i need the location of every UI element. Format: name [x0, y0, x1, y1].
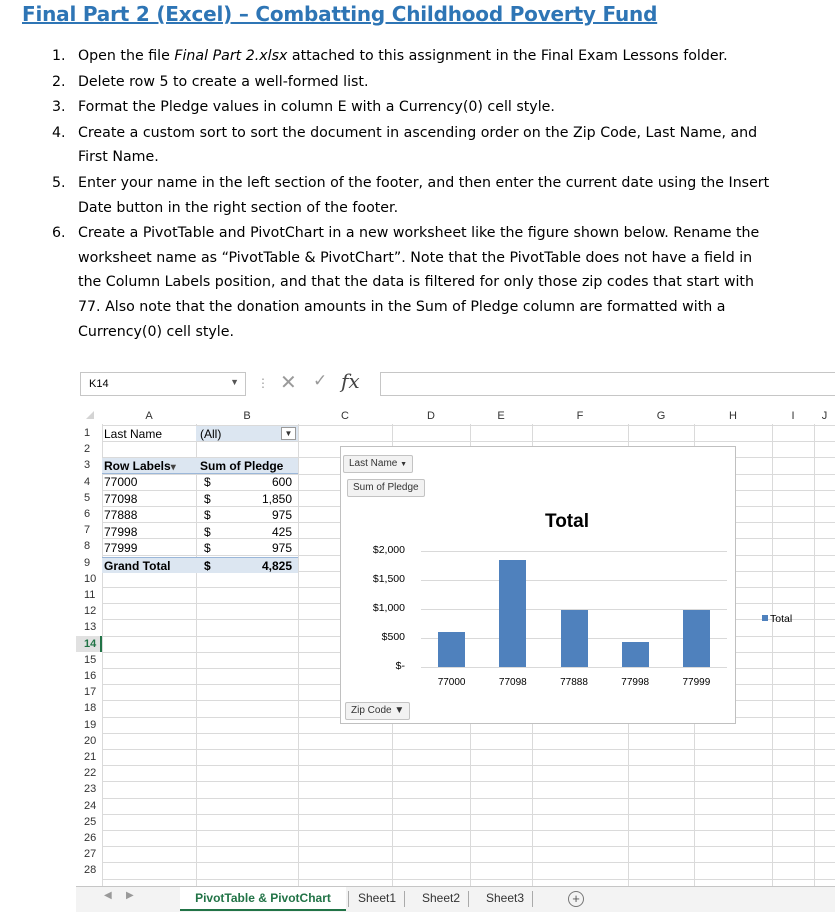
- grid-column-line: [814, 424, 815, 886]
- chart-title: Total: [545, 511, 589, 532]
- sheet-tab[interactable]: Sheet3: [485, 891, 525, 905]
- x-axis-tick-label: 77098: [498, 677, 527, 688]
- grid-row-line: [102, 879, 835, 880]
- grid-column-line: [102, 424, 103, 886]
- pivot-row-currency: $: [204, 524, 211, 539]
- pivot-row-label: 77000: [104, 475, 138, 489]
- step-number: 6.: [52, 225, 66, 242]
- row-header[interactable]: 17: [84, 686, 97, 699]
- sheet-tab[interactable]: PivotTable & PivotChart: [180, 887, 346, 911]
- instruction-step: [0, 121, 835, 170]
- pivot-row-value: 975: [271, 541, 292, 556]
- step-number: 4.: [52, 124, 66, 141]
- row-labels-text: Row Labels: [104, 459, 171, 473]
- legend-label: Total: [770, 613, 793, 625]
- row-header[interactable]: 10: [84, 572, 97, 585]
- chart-bar[interactable]: [561, 610, 588, 667]
- column-header[interactable]: E: [497, 410, 505, 422]
- grand-total-value: 4,825: [261, 559, 292, 573]
- formula-bar-grip-icon: ⋮: [257, 376, 269, 390]
- pivot-row-value: 975: [271, 508, 292, 523]
- row-header[interactable]: 11: [84, 589, 96, 601]
- y-axis-tick-label: $1,000: [372, 602, 405, 614]
- row-filter-icon[interactable]: ▾: [170, 462, 176, 473]
- x-axis-tick-label: 77999: [682, 677, 711, 688]
- column-header[interactable]: I: [791, 410, 795, 422]
- instruction-step: [0, 221, 835, 344]
- grand-total-currency: $: [204, 559, 211, 573]
- y-axis-tick-label: $1,500: [372, 573, 405, 585]
- grid-row-line: [102, 749, 835, 750]
- row-header[interactable]: 13: [84, 621, 97, 634]
- pivot-row-currency: $: [204, 475, 211, 489]
- row-labels-header[interactable]: [104, 458, 176, 474]
- y-axis-tick-label: $-: [395, 660, 405, 672]
- sheet-tab-bar: [76, 886, 835, 912]
- grid-column-line: [196, 424, 197, 886]
- grid-row-line: [102, 781, 835, 782]
- row-header[interactable]: 15: [84, 653, 97, 666]
- column-header[interactable]: D: [427, 410, 435, 422]
- row-header[interactable]: 26: [84, 832, 97, 844]
- x-axis-tick-label: 77000: [437, 677, 466, 688]
- legend-swatch: [762, 615, 768, 621]
- y-axis-tick-label: $2,000: [372, 544, 405, 556]
- tab-separator: [404, 891, 405, 907]
- sum-of-pledge-header: Sum of Pledge: [200, 459, 284, 473]
- row-header[interactable]: 21: [84, 751, 97, 763]
- chart-bar[interactable]: [499, 560, 526, 667]
- row-header[interactable]: 14: [76, 636, 102, 652]
- chart-gridline: [421, 580, 727, 581]
- step-text-italic: Final Part 2.xlsx: [174, 48, 288, 64]
- excel-screenshot: [76, 368, 835, 912]
- cancel-icon[interactable]: ✕: [280, 372, 297, 394]
- column-header[interactable]: J: [821, 410, 828, 422]
- insert-function-icon[interactable]: fx: [341, 369, 360, 393]
- x-axis-tick-label: 77998: [621, 677, 650, 688]
- chart-legend: [762, 613, 792, 625]
- row-header[interactable]: 25: [84, 815, 97, 828]
- chart-axis-button[interactable]: [345, 702, 410, 720]
- pivot-filter-label: Last Name: [104, 427, 163, 441]
- chart-bar[interactable]: [683, 610, 710, 667]
- step-number: 3.: [52, 99, 66, 116]
- pivot-row-value: 1,850: [261, 491, 292, 506]
- step-text-pre: Create a custom sort to sort the document in ascending order on the Zip Code, Last Name, and First Name.: [78, 124, 758, 166]
- formula-bar: [76, 368, 835, 398]
- select-all-corner[interactable]: [86, 411, 94, 419]
- step-text-pre: Format the Pledge values in column E with a Currency(0) cell style.: [78, 99, 555, 116]
- y-axis-tick-label: $500: [381, 631, 405, 643]
- scroll-left-icon[interactable]: ◀: [104, 890, 112, 901]
- step-text-pre: Enter your name in the left section of the footer, and then enter the current date using the Insert Date button in the right section of the footer.: [78, 174, 770, 216]
- row-header[interactable]: 24: [84, 799, 97, 812]
- row-header[interactable]: 23: [84, 783, 97, 796]
- column-header[interactable]: C: [341, 410, 349, 422]
- chart-gridline: [421, 551, 727, 552]
- enter-icon[interactable]: ✓: [313, 371, 328, 390]
- pivot-row-label: 77999: [104, 541, 138, 556]
- filter-funnel-icon: ▼: [394, 705, 405, 716]
- sheet-tab[interactable]: Sheet2: [421, 891, 461, 905]
- grid-row-line: [102, 798, 835, 799]
- chart-values-button[interactable]: Sum of Pledge: [347, 479, 425, 497]
- chevron-down-icon: ▼: [400, 461, 408, 468]
- pivot-row-currency: $: [204, 541, 211, 556]
- step-text-post: attached to this assignment in the Final Exam Lessons folder.: [287, 48, 728, 64]
- row-header[interactable]: 22: [84, 767, 97, 780]
- row-header[interactable]: 7: [84, 524, 91, 537]
- grid-row-line: [102, 862, 835, 863]
- row-header[interactable]: 8: [84, 540, 91, 553]
- instruction-step: [0, 70, 835, 95]
- step-text-pre: Open the file: [78, 48, 175, 64]
- pivot-row-value: 600: [271, 475, 292, 489]
- grid-column-line: [772, 424, 773, 886]
- step-number: 5.: [52, 174, 66, 191]
- step-number: 2.: [52, 73, 66, 90]
- page-title: Final Part 2 (Excel) – Combatting Childhood Poverty Fund: [22, 2, 658, 26]
- row-header[interactable]: 20: [84, 734, 97, 747]
- chart-gridline: [421, 667, 727, 668]
- step-text-pre: Create a PivotTable and PivotChart in a new worksheet like the figure shown below. Rename the worksheet name as “PivotTable & PivotChart”. Note that the PivotTable does not have a field in the Column Labels position, and that the data is filtered for only those zip codes that start with 77. Also note that the donation amounts in the Sum of Pledge column are formatted with a Currency(0) cell style.: [78, 225, 760, 340]
- instruction-list: [0, 44, 835, 344]
- row-header[interactable]: 2: [84, 443, 91, 456]
- pivot-chart[interactable]: [340, 446, 736, 724]
- grid-row-line: [102, 830, 835, 831]
- pivot-row-value: 425: [271, 524, 292, 539]
- formula-input[interactable]: [380, 372, 835, 396]
- row-header[interactable]: 1: [84, 427, 91, 439]
- column-header[interactable]: F: [576, 410, 584, 422]
- filter-dropdown-icon[interactable]: ▼: [281, 427, 296, 440]
- instruction-step: [0, 95, 835, 120]
- name-box[interactable]: [80, 372, 246, 396]
- row-header[interactable]: 3: [84, 459, 91, 472]
- sheet-tab[interactable]: Sheet1: [357, 891, 397, 905]
- column-header[interactable]: G: [656, 410, 666, 422]
- grid-row-line: [102, 733, 835, 734]
- row-header[interactable]: 16: [84, 670, 97, 682]
- row-header[interactable]: 19: [84, 718, 97, 731]
- column-header[interactable]: B: [243, 410, 251, 422]
- chevron-down-icon[interactable]: ▼: [230, 377, 239, 387]
- row-header[interactable]: 6: [84, 508, 91, 520]
- chart-filter-label: Last Name: [349, 458, 398, 469]
- tab-separator: [532, 891, 533, 907]
- pivot-row-currency: $: [204, 508, 211, 523]
- chart-filter-button[interactable]: [343, 455, 413, 473]
- x-axis-tick-label: 77888: [560, 677, 588, 688]
- instruction-step: [0, 171, 835, 220]
- pivot-filter-value: (All): [200, 427, 222, 441]
- row-header[interactable]: 4: [84, 475, 91, 488]
- row-header[interactable]: 12: [84, 605, 97, 618]
- row-header[interactable]: 18: [84, 702, 97, 715]
- row-header[interactable]: 28: [84, 864, 97, 877]
- column-header[interactable]: A: [145, 410, 153, 422]
- grid-row-line: [102, 765, 835, 766]
- pivot-row-currency: $: [204, 491, 211, 506]
- scroll-right-icon[interactable]: ▶: [126, 890, 134, 901]
- pivot-row-label: 77998: [104, 524, 138, 539]
- row-header[interactable]: 9: [84, 556, 91, 569]
- instruction-step: [0, 44, 835, 69]
- grid-column-line: [298, 424, 299, 886]
- grand-total-label: Grand Total: [104, 559, 171, 573]
- add-sheet-icon[interactable]: +: [568, 891, 584, 907]
- chart-axis-label: Zip Code: [351, 705, 392, 716]
- step-number: 1.: [52, 48, 66, 64]
- name-box-value: K14: [89, 378, 109, 390]
- row-header[interactable]: 5: [84, 491, 91, 504]
- grid-row-line: [102, 846, 835, 847]
- column-header[interactable]: H: [729, 410, 737, 422]
- row-header[interactable]: 27: [84, 848, 97, 861]
- step-text-pre: Delete row 5 to create a well-formed list.: [78, 73, 369, 90]
- chart-bar[interactable]: [622, 642, 649, 667]
- chart-bar[interactable]: [438, 632, 465, 667]
- pivot-row-label: 77888: [104, 508, 138, 523]
- tab-separator: [468, 891, 469, 907]
- pivot-row-label: 77098: [104, 491, 138, 506]
- tab-separator: [348, 891, 349, 907]
- grid-row-line: [102, 814, 835, 815]
